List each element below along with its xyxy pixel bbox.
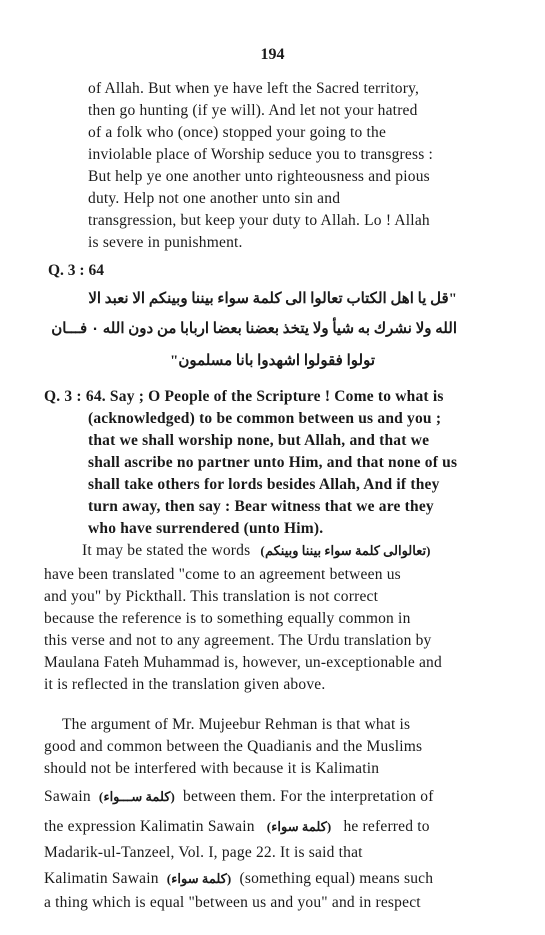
text-line: inviolable place of Worship seduce you to transgress : — [88, 146, 434, 163]
text-run: between them. For the interpretation of — [183, 788, 434, 805]
text-line: The argument of Mr. Mujeebur Rehman is that what is — [62, 716, 411, 733]
text-run: he referred to — [343, 818, 430, 835]
text-line: and you" by Pickthall. This translation is not correct — [44, 588, 379, 605]
text-line: it is reflected in the translation given above. — [44, 676, 326, 693]
text-line: because the reference is to something equally common in — [44, 610, 411, 627]
text-line: of a folk who (once) stopped your going to the — [88, 124, 387, 141]
text-line: turn away, then say : Bear witness that we are they — [88, 498, 434, 515]
text-run: It may be stated the words — [82, 542, 251, 559]
verse-reference: Q. 3 : 64 — [48, 262, 104, 279]
arabic-inline: (كلمة سواء) — [266, 819, 332, 834]
text-line: a thing which is equal "between us and you" and in respect — [44, 894, 421, 911]
text-line — [82, 540, 431, 562]
text-line — [44, 786, 434, 808]
arabic-inline: (تعالوالی کلمة سواء بيننا وبينكم) — [260, 543, 431, 558]
text-line: good and common between the Quadianis and the Muslims — [44, 738, 423, 755]
text-line — [44, 816, 430, 838]
text-line: (acknowledged) to be common between us and you ; — [88, 410, 442, 427]
text-line: of Allah. But when ye have left the Sacred territory, — [88, 80, 420, 97]
text-run: Sawain — [44, 788, 91, 805]
page-number: 194 — [260, 46, 285, 63]
text-run: (something equal) means such — [239, 870, 434, 887]
text-line: is severe in punishment. — [88, 234, 243, 251]
text-line: who have surrendered (unto Him). — [88, 520, 324, 537]
text-line: Maulana Fateh Muhammad is, however, un-exceptionable and — [44, 654, 442, 671]
arabic-inline: (كلمة ســـواء) — [98, 789, 175, 804]
text-line: transgression, but keep your duty to Allah. Lo ! Allah — [88, 212, 430, 229]
text-line: should not be interfered with because it is Kalimatin — [44, 760, 380, 777]
arabic-line: "قل يا اهل الكتاب تعالوا الى كلمة سواء بيننا وبينكم الا نعبد الا — [88, 291, 457, 307]
text-line: shall take others for lords besides Allah, And if they — [88, 476, 440, 493]
text-run: Kalimatin Sawain — [44, 870, 159, 887]
arabic-inline: (كلمة سواء) — [166, 871, 232, 886]
text-line: Q. 3 : 64. Say ; O People of the Scripture ! Come to what is — [44, 388, 444, 405]
text-line: have been translated "come to an agreement between us — [44, 566, 401, 583]
text-line: this verse and not to any agreement. The Urdu translation by — [44, 632, 432, 649]
text-line: shall ascribe no partner unto Him, and that none of us — [88, 454, 458, 471]
text-line: Madarik-ul-Tanzeel, Vol. I, page 22. It is said that — [44, 844, 363, 861]
text-line: that we shall worship none, but Allah, and that we — [88, 432, 430, 449]
text-line: But help ye one another unto righteousness and pious — [88, 168, 430, 185]
text-line: then go hunting (if ye will). And let not your hatred — [88, 102, 418, 119]
arabic-line: تولوا فقولوا اشهدوا بانا مسلمون" — [170, 353, 375, 369]
arabic-line: الله ولا نشرك به شيأ ولا يتخذ بعضنا بعضا اربابا من دون الله ٠ فـــان — [51, 321, 457, 337]
text-line — [44, 868, 433, 890]
text-run: the expression Kalimatin Sawain — [44, 818, 255, 835]
text-line: duty. Help not one another unto sin and — [88, 190, 341, 207]
